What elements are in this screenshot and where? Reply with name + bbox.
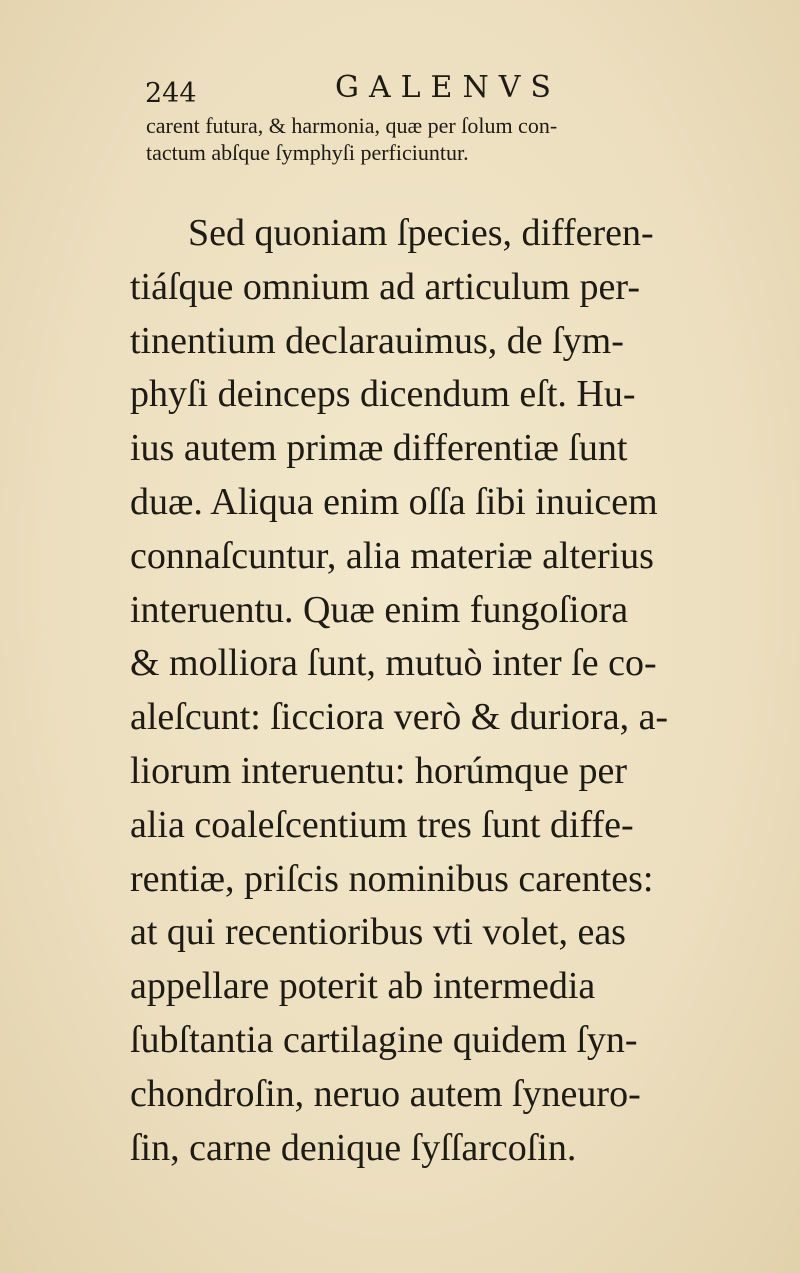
- paragraph-line: & molliora ſunt, mutuò inter ſe co-: [130, 642, 657, 685]
- paragraph-line: tinentium declarauimus, de ſym-: [130, 319, 624, 362]
- carryover-line: tactum abſque ſymphyſi perficiuntur.: [146, 140, 469, 165]
- paragraph-line: aleſcunt: ſicciora verò & duriora, a-: [130, 696, 669, 739]
- paragraph-line: chondroſin, neruo autem ſyneuro-: [130, 1072, 641, 1115]
- page-number: 244: [145, 78, 197, 109]
- paragraph-line: ſubſtantia cartilagine quidem ſyn-: [130, 1018, 638, 1061]
- page-header: [145, 70, 745, 110]
- paragraph: [130, 207, 730, 1175]
- running-head: GALENVS: [335, 70, 561, 105]
- paragraph-line: ſin, carne denique ſyſſarcoſin.: [130, 1126, 577, 1169]
- paragraph-line: rentiæ, priſcis nominibus carentes:: [130, 857, 654, 900]
- paragraph-line: liorum interuentu: horúmque per: [130, 749, 628, 792]
- paragraph-line: appellare poterit ab intermedia: [130, 965, 596, 1008]
- carryover-text: [146, 112, 726, 166]
- paragraph-line: alia coaleſcentium tres ſunt diffe-: [130, 803, 634, 846]
- paragraph-line: at qui recentioribus vti volet, eas: [130, 911, 626, 954]
- paragraph-line: connaſcuntur, alia materiæ alterius: [130, 534, 654, 577]
- paragraph-line: Sed quoniam ſpecies, differen-: [188, 212, 654, 254]
- carryover-line: carent futura, & harmonia, quæ per ſolum con-: [146, 113, 558, 138]
- paragraph-line: ius autem primæ differentiæ ſunt: [130, 427, 628, 470]
- paragraph-line: tiáſque omnium ad articulum per-: [130, 265, 640, 308]
- paragraph-line: interuentu. Quæ enim fungoſiora: [130, 588, 629, 631]
- paragraph-line: duæ. Aliqua enim oſſa ſibi inuicem: [130, 480, 658, 523]
- paragraph-line: phyſi deinceps dicendum eſt. Hu-: [130, 373, 636, 416]
